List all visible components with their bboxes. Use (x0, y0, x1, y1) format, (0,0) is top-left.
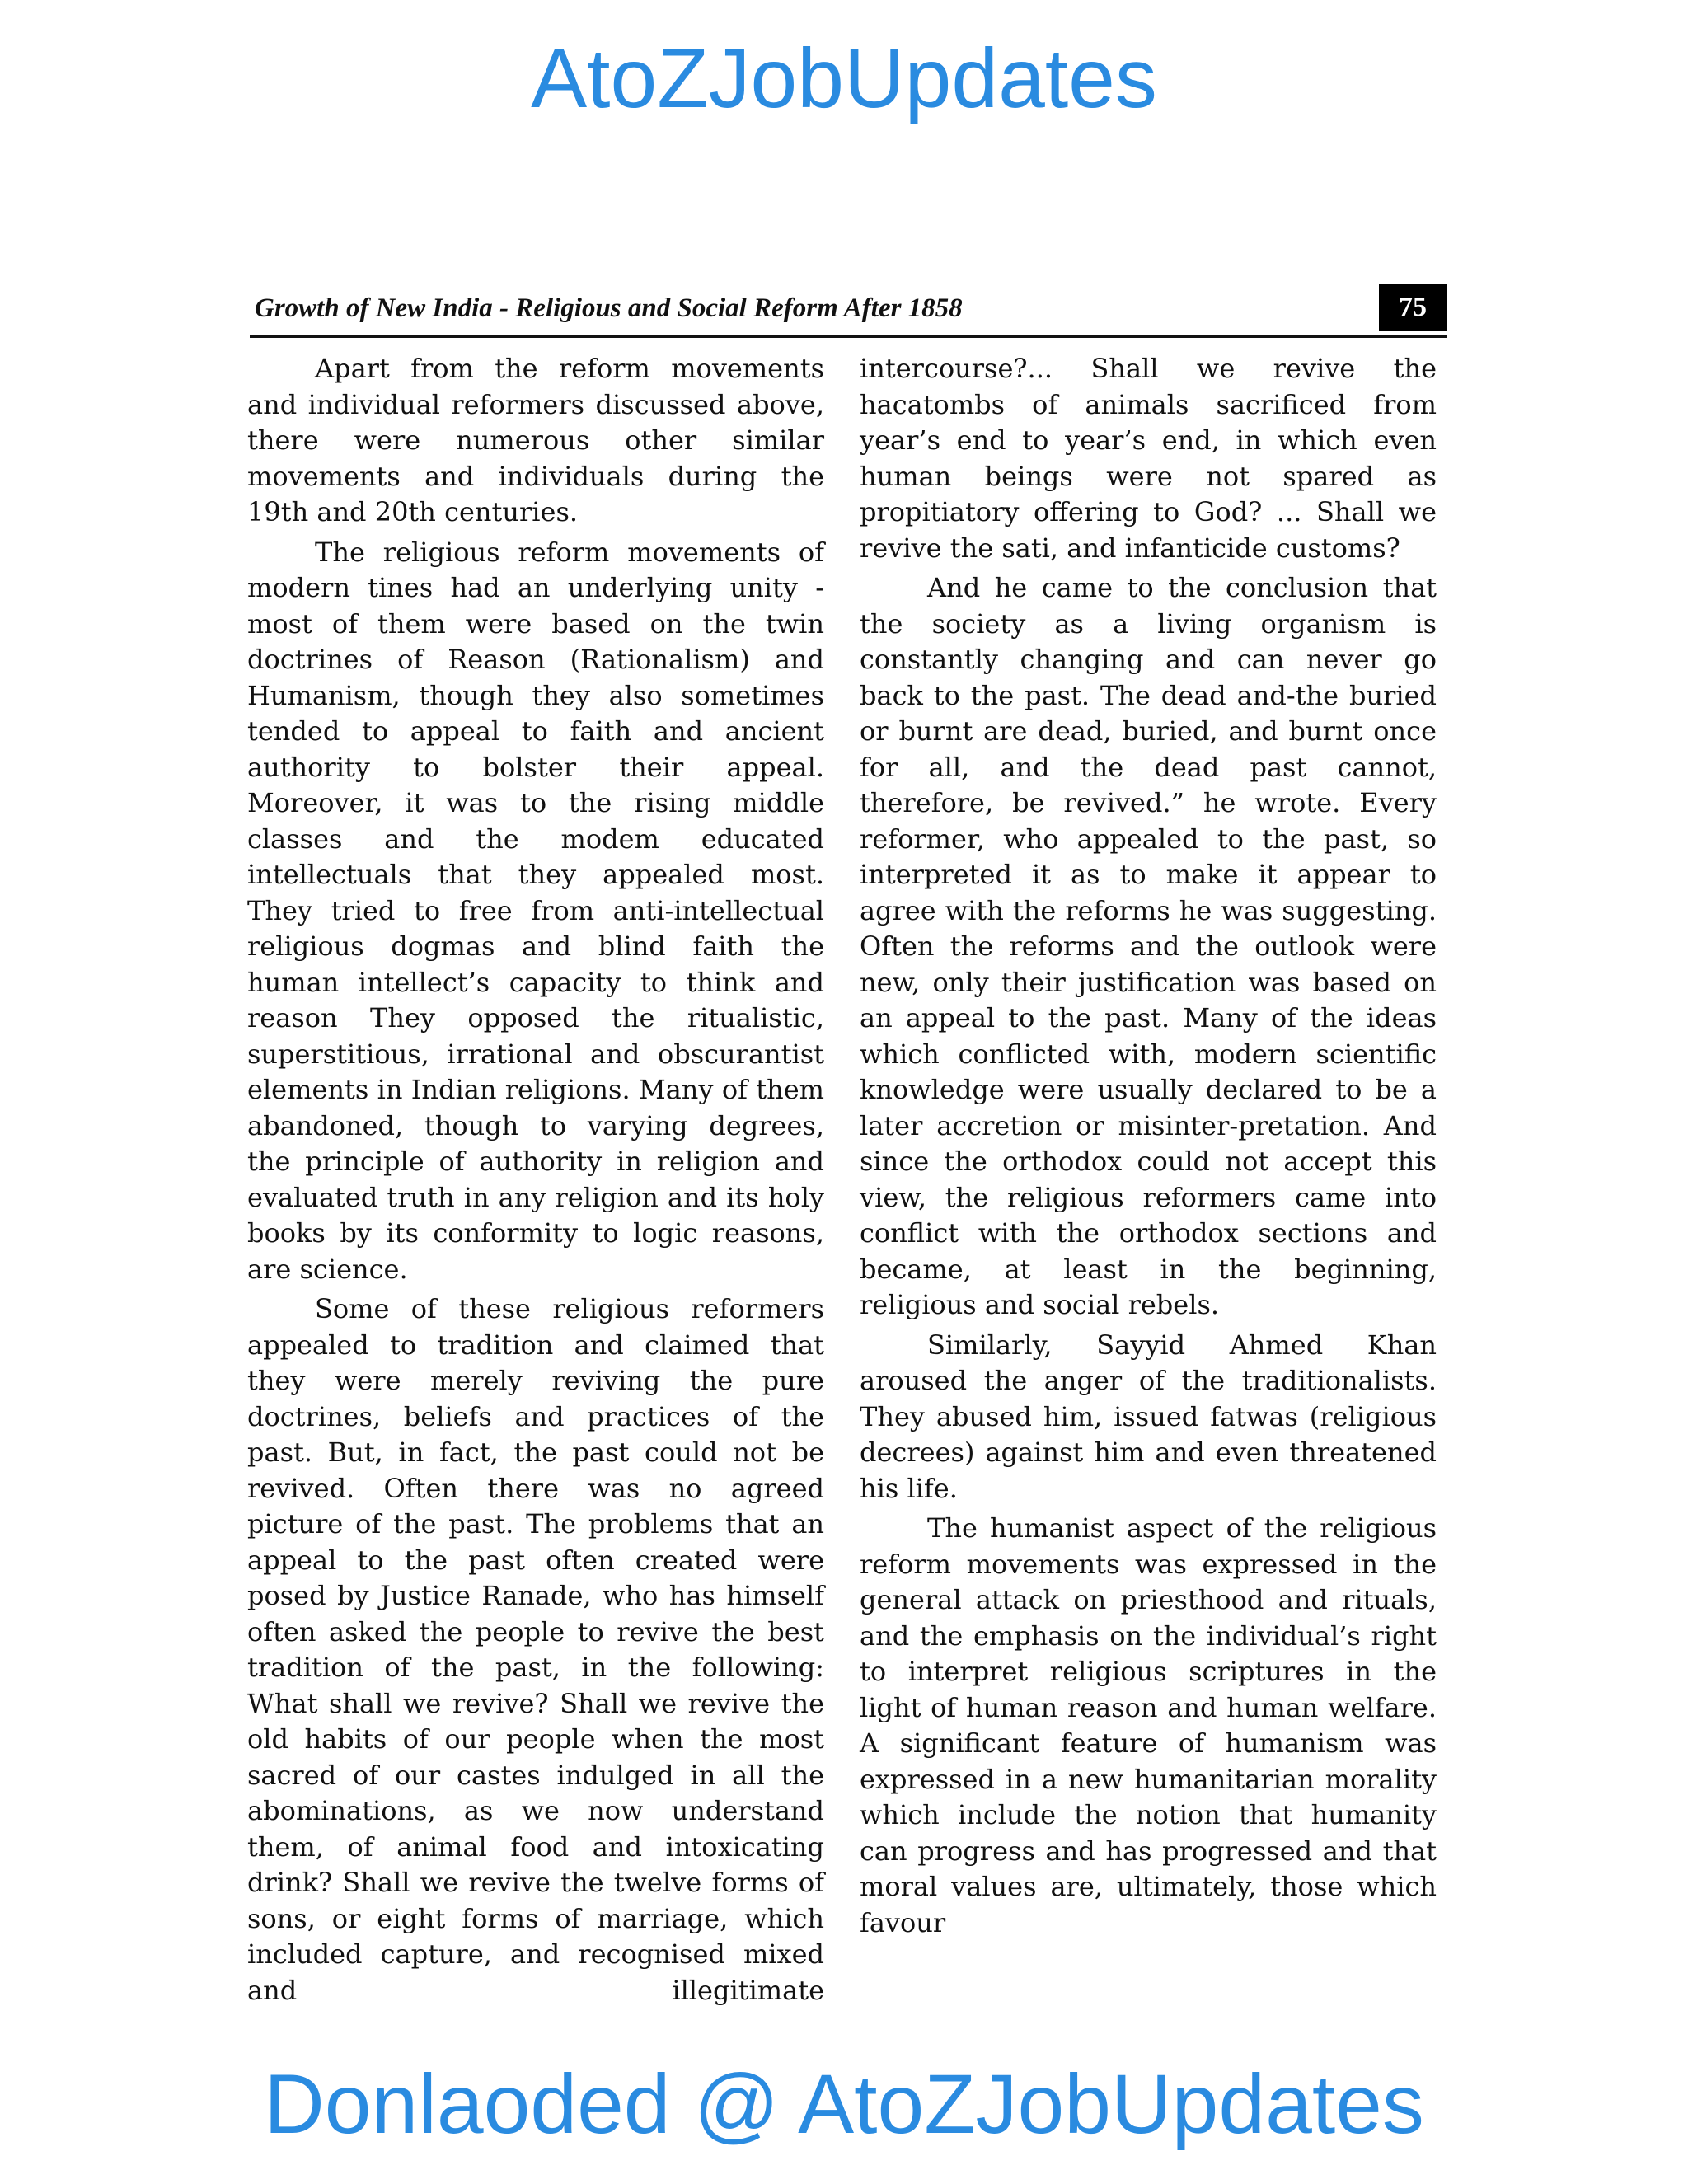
paragraph: Similarly, Sayyid Ahmed Khan aroused the anger of the traditionalists. They abused him, issued fatwas (religious decrees) against him and even threatened his life. (860, 1329, 1437, 1504)
paragraph: The religious reform movements of modern tines had an underlying unity -most of them were based on the twin doctrines of Reason (Rationalism) and Humanism, though they also sometimes tended to appeal to faith and ancient authority to bolster their appeal. Moreover, it was to the rising middle classes and the modem educated intellectuals that they appealed most. They tried to free from anti-intellectual religious dogmas and blind faith the human intellect’s capacity to think and reason They opposed the ritualistic, superstitious, irrational and obscurantist elements in Indian religions. Many of them abandoned, though to varying degrees, the principle of authority in religion and evaluated truth in any religion and its holy books by its conformity to logic reasons, are science. (247, 536, 824, 1285)
paragraph: The humanist aspect of the religious reform movements was expressed in the general attack on priesthood and rituals, and the emphasis on the individual’s right to interpret religious scriptures in the light of human reason and human welfare. A significant feature of humanism was expressed in a new humanitarian morality which include the notion that humanity can progress and has progressed and that moral values are, ultimately, those which favour (860, 1512, 1437, 1938)
paragraph: Apart from the reform movements and individual reformers discussed above, there were numerous other similar movements and individuals during the 19th and 20th centuries. (247, 353, 824, 527)
page-title: Growth of New India - Religious and Social Reform After 1858 (255, 293, 963, 323)
watermark-top: AtoZJobUpdates (531, 31, 1157, 125)
paragraph: And he came to the conclusion that the society as a living organism is constantly changing and can never go back to the past. The dead and-the buried or burnt are dead, buried, and burnt once for all, and the dead past cannot, therefore, be revived.” he wrote. Every reformer, who appealed to the past, so interpreted it as to make it appear to agree with the reforms he was suggesting. Often the reforms and the outlook were new, only their justification was based on an appeal to the past. Many of the ideas which conflicted with, modern scientific knowledge were usually declared to be a later accretion or misinter-pretation. And since the orthodox could not accept this view, the religious reformers came into conflict with the orthodox sections and became, at least in the beginning, religious and social rebels. (860, 572, 1437, 1320)
page-number: 75 (1379, 284, 1447, 331)
left-column (247, 351, 824, 2013)
paragraph: Some of these religious reformers appealed to tradition and claimed that they were merely reviving the pure doctrines, beliefs and practices of the past. But, in fact, the past could not be revived. Often there was no agreed picture of the past. The problems that an appeal to the past often created were posed by Justice Ranade, who has himself often asked the people to revive the best tradition of the past, in the following: What shall we revive? Shall we revive the old habits of our people when the most sacred of our castes indulged in all the abominations, as we now understand them, of animal food and intoxicating drink? Shall we revive the twelve forms of sons, or eight forms of marriage, which included capture, and recognised mixed and illegitimate (247, 1293, 824, 2006)
watermark-bottom: Donlaoded @ AtoZJobUpdates (264, 2057, 1424, 2151)
paragraph: intercourse?... Shall we revive the hacatombs of animals sacrificed from year’s end to year’s end, in which even human beings were not spared as propitiatory offering to God? ... Shall we revive the sati, and infanticide customs? (860, 353, 1437, 564)
running-head (250, 280, 1447, 338)
right-column (860, 351, 1437, 1945)
